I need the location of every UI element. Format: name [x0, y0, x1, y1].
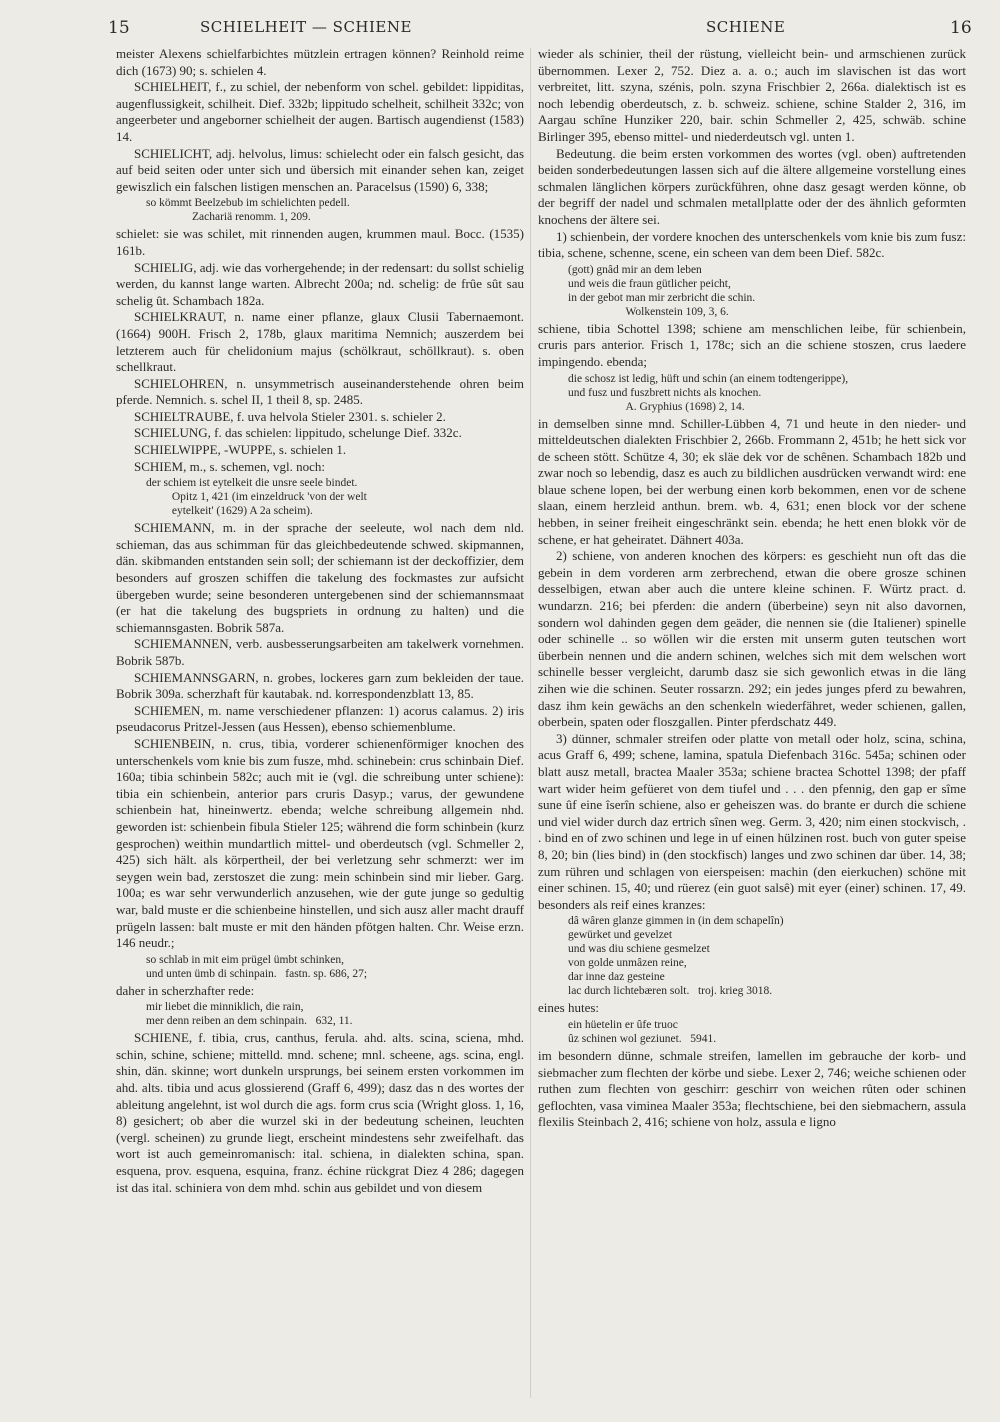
right-page-number: 16: [950, 18, 972, 38]
quotation: mir liebet die minniklich, die rain, mer denn reiben an dem schinpain. 632, 11.: [146, 1001, 353, 1028]
quotation: der schiem ist eytelkeit die unsre seele bindet. Opitz 1, 421 (im einzeldruck 'von der welt eytelkeit' (1629) A 2a scheim).: [146, 477, 367, 518]
quotation: (gott) gnâd mir an dem leben und weis die fraun gütlicher peicht, in der gebot man mir zerbricht die schin. Wolkenstein 109, 3, 6.: [568, 263, 756, 318]
quotation: dâ wâren glanze gimmen in (in dem schapelîn) gewürket und gevelzet und was diu schiene gesmelzet von golde unmâzen reine, dar inne daz gesteine lac durch lichtebæren solt. troj. krieg 3018.: [568, 915, 784, 998]
entry-schielung: SCHIELUNG, f. das schielen: lippitudo, schelunge Dief. 332c.: [134, 425, 462, 441]
entry-schielwippe: SCHIELWIPPE, -WUPPE, s. schielen 1.: [134, 442, 347, 458]
left-column: [116, 46, 524, 1406]
entry-bedeutung: Bedeutung. die beim ersten vorkommen des wortes (vgl. oben) auftretenden beiden sonderbedeutungen lassen sich auf die ältere allgemeine vorstellung eines schmalen länglichen körpers zurückführen, ohne dasz gesagt werden könne, ob der begriff der nadel und schmalen metallplatte oder der des ähnlich geformten knochens der ältere sei.: [538, 145, 966, 227]
entry-continuation: wieder als schinier, theil der rüstung, vielleicht bein- und armschienen zurück übernommen. Lexer 2, 752. Diez a. a. o.; auch im slavischen ist das wort verbreitet, litt. szyna, szénis, poln. szyna Frischbier 2, 266a. dialektisch ist es noch lebendig oberdeutsch, z. b. schweiz. schiene, schine Stalder 2, 316, im Aargau schîne Hunziker 220, bair. schin Schmeller 2, 425, schwäb. schine Birlinger 395, ebenso mittel- und niederdeutsch vgl. unten 1.: [538, 46, 966, 144]
quotation: ein hüetelin er ûfe truoc ûz schinen wol geziunet. 5941.: [568, 1018, 717, 1045]
entry-continuation: meister Alexens schielfarbichtes mützlein ertragen können? Reinhold reime dich (1673) 90; s. schielen 4.: [116, 46, 524, 78]
quotation: so kömmt Beelzebub im schielichten pedell. Zachariä renomm. 1, 209.: [146, 197, 350, 224]
quotation: so schlab in mit eim prügel ümbt schinken, und unten ümb di schinpain. fastn. sp. 686, 27;: [146, 953, 368, 980]
entry-schiemann: SCHIEMANN, m. in der sprache der seeleute, wol nach dem nld. schieman, das aus schimman für das gleichbedeutende schwed. skipmannen, dän. skibmanden entstanden sein soll; der schiemann ist der deckoffizier, dem besonders auf groszen schiffen die takelung des fockmastes zur aufsicht übergeben wurde; seine besonderen untergebenen sind der schiemannsmaat (er hat die takelung des bugspriets in ordnung zu halten) und die schiemannsgasten. Bobrik 587a.: [116, 520, 524, 635]
entry-schiene: SCHIENE, f. tibia, crus, canthus, ferula. ahd. alts. scina, sciena, mhd. schin, schine, schiene; mittelld. mnd. schene; mnl. scheene, ags. scina, engl. shin, dän. skinne; wort dunkeln ursprungs, bei seinem ersten vorkommen im ahd. alts. tibia und acus glossierend (Graff 6, 499); dasz das n des wortes der ableitung angelehnt, ist wol durch die ags. form crus scia (Wright gloss. 1, 16, 8) gesichert; ob aber die wurzel ski in der bedeutung scheinen, leuchten (vergl. scheinen) zu grunde liegt, erscheint mindestens sehr zweifelhaft. das wort ist auch gemeinromanisch: ital. schiena, in dialekten schina, span. esquena, prov. esquena, esquina, franz. échine rückgrat Diez 4 286; dagegen ist das ital. schiniera von dem mhd. schin aus gebildet und von diesem: [116, 1030, 524, 1195]
left-running-head: SCHIELHEIT — SCHIENE: [200, 18, 412, 36]
entry-schielicht: SCHIELICHT, adj. helvolus, limus: schielecht oder ein falsch gesicht, das auf beid seiten oder unter sich und übersich mit einander sehen kan, zeiget gewiszlich ein falschen listigen menschen an. Paracelsus (1590) 6, 338;: [116, 145, 524, 194]
entry-schielig: SCHIELIG, adj. wie das vorhergehende; in der redensart: du sollst schielig werden, du kannst lange warten. Albrecht 200a; nd. schelig: de frûe sût sau schelig ût. Schambach 182a.: [116, 259, 524, 308]
quotation: die schosz ist ledig, hüft und schin (an einem todtengerippe), und fusz und fuszbrett nichts als knochen. A. Gryphius (1698) 2, 14.: [568, 372, 849, 413]
entry-text: schielet: sie was schilet, mit rinnenden augen, krummen maul. Bocc. (1535) 161b.: [116, 226, 524, 258]
entry-text: im besondern dünne, schmale streifen, lamellen im gebrauche der korb- und siebmacher zum flechten der körbe und siebe. Lexer 2, 746; weiche schienen oder ruthen zum flechten von geschirr: geschirr von weichen rûten oder schinen geflochten, vasa viminea Maaler 353a; flechtschiene, bei den siebmachern, assula flexilis Steinbach 2, 416; schiene von holz, assula e ligno: [538, 1047, 966, 1130]
entry-schieltraube: SCHIELTRAUBE, f. uva helvola Stieler 2301. s. schieler 2.: [134, 408, 446, 424]
entry-text: in demselben sinne mnd. Schiller-Lübben 4, 71 und heute in den nieder- und mitteldeutschen dialekten Frischbier 2, 266b. Frommann 2, 451b; he hett sick vor de scheen stött. Schütze 4, 30; ek släe dek vor de schênen. Schambach 182b und zwar noch so lebendig, dasz es auch zu bildlichen ausdrücken verwandt wird: ene blaue schene lopen, bei der werbung einen korb bekommen, enen vor de schene slaan, einem herzleid anthun. brem. wb. 4, 631; enen block vor der schene hebben, in seiner freiheit eingeschränkt sein. ebenda; he hett enen blokk vör de schene, er hat geheiratet. Dähnert 403a.: [538, 415, 966, 547]
entry-schiem: SCHIEM, m., s. schemen, vgl. noch:: [134, 458, 326, 474]
entry-schiemen: SCHIEMEN, m. name verschiedener pflanzen: 1) acorus calamus. 2) iris pseudacorus Pritzel-Jessen (aus Hessen), ebenso schiemenblume.: [116, 702, 524, 735]
right-running-head: SCHIENE: [706, 18, 786, 36]
sense-1: 1) schienbein, der vordere knochen des unterschenkels vom knie bis zum fusz: tibia, schene, schenne, scene, ein scheen van dem been Dief. 582c.: [538, 228, 966, 261]
entry-text: eines hutes:: [538, 1000, 600, 1016]
entry-schielohren: SCHIELOHREN, n. unsymmetrisch auseinanderstehende ohren beim pferde. Nemnich. s. schel II, 1 theil 8, sp. 2485.: [116, 375, 524, 408]
entry-text: daher in scherzhafter rede:: [116, 982, 255, 998]
entry-text: schiene, tibia Schottel 1398; schiene am menschlichen leibe, für schienbein, cruris pars anterior. Frisch 1, 178c; sich an die schiene stoszen, crus laedere impingendo. ebenda;: [538, 320, 966, 369]
entry-schielkraut: SCHIELKRAUT, n. name einer pflanze, glaux Clusii Tabernaemont. (1664) 900H. Frisch 2, 178b, glaux maritima Nemnich; auszerdem bei letzterem auch für chelidonium majus (schölkraut, schöllkraut). s. oben schellkraut.: [116, 309, 524, 375]
sense-3: 3) dünner, schmaler streifen oder platte von metall oder holz, scina, schina, acus Graff 6, 499; schene, lamina, spatula Diefenbach 316c. 545a; schinen oder blatt ausz metall, bractea Maaler 353a; schiene bractea Schottel 1398; der pfaff wart wider heim gefüeret von dem tiufel und . . . den pfennig, den gap er sîme sune ûf eine îserîn schiene, also er geheiszen was. do brante er durch die schiene und viel wider durch daz ertrich sînen weg. Germ. 3, 420; nim einen stockvisch, . . bind en of zwo schinen und lege in uf einen hülzinen rost. buch von guter speise 8, 20; bin (lies bind) in (den stockfisch) langes und zwo schinen dar über. 14, 38; zum rühren und schlagen von eierspeisen: machin (den eierkuchen) schöne mit einer schinen. 15, 40; und rüerez (ein guot salsê) mit eyer (einer) schinen. 17, 49. besonders als reif eines kranzes:: [538, 730, 966, 912]
entry-schiemannsgarn: SCHIEMANNSGARN, n. grobes, lockeres garn zum bekleiden der taue. Bobrik 309a. scherzhaft für kautabak. nd. korrespondenzblatt 13, 85.: [116, 669, 524, 702]
column-divider: [530, 48, 531, 1398]
sense-2: 2) schiene, von anderen knochen des körpers: es geschieht nun oft das die gebein in dem vorderen arm zerbrechend, etwan die obere grosze schinen desselbigen, etwan aber auch die untere kleine schinen. F. Würtz pract. d. wundarzn. 216; bei pferden: die andern (überbeine) seyn nit also davornen, sondern wol dahinden gegen dem geäder, die nennen sie (die Italiener) spinelle oder schinelle .. so wöllen wir die ersten mit unserm guten teutschen wort überbein nennen und die andern schinen, welches sich mit dem welschen wort schinelle besser vergleicht, darumb dasz sie sich gewonlich etwas in die läng zihen wie die schinen. Seuter rossarzn. 292; ein jedes junges pferd zu bewahren, dasz ihm kein gewächs an den schenkeln wiederfähret, weder schienen, gallen, oberbein, spaten oder floszgallen. Pinter pferdschatz 449.: [538, 548, 966, 730]
entry-schielheit: SCHIELHEIT, f., zu schiel, der nebenform von schel. gebildet: lippiditas, augenflussigkeit, schilheit. Dief. 332b; lippitudo schelheit, schilheit 332c; von angeerbeter und angeborner schielheit der augen. Bartisch augendienst (1583) 14.: [116, 79, 524, 144]
entry-schienbein: SCHIENBEIN, n. crus, tibia, vorderer schienenförmiger knochen des unterschenkels vom knie bis zum fusze, mhd. schinebein: crus schinbain Dief. 160a; tibia schinbein 582c; auch mit ie (vgl. die schreibung unter schiene): tibia ein schienbein, anterior pars cruris Dasyp.; varus, der gewundene schienbein hat, hineinwertz. ebenda; welche schreibung allgemein nhd. geworden ist: schienbein fibula Stieler 125; während die form schinbein (kurz gesprochen) weithin mundartlich mittel- und oberdeutsch (vgl. Schmeller 2, 425) sich hält. als körpertheil, der bei verletzung sehr schmerzt: wer im seygen wein bad, zerstoszet die zung: mein schinbein sind mir lieber. Garg. 100a; es war sehr verwunderlich anzusehen, wie der gute junge so gedultig war, bald muste er die schienbeine hinstellen, und sich ausz aller macht drauff prügeln lassen: balt muste er mit den händen pfötgen halten. Chr. Weise erzn. 146 neudr.;: [116, 735, 524, 951]
right-column: [538, 46, 966, 1406]
entry-schiemannen: SCHIEMANNEN, verb. ausbesserungsarbeiten am takelwerk vornehmen. Bobrik 587b.: [116, 636, 524, 668]
left-page-number: 15: [108, 18, 130, 38]
